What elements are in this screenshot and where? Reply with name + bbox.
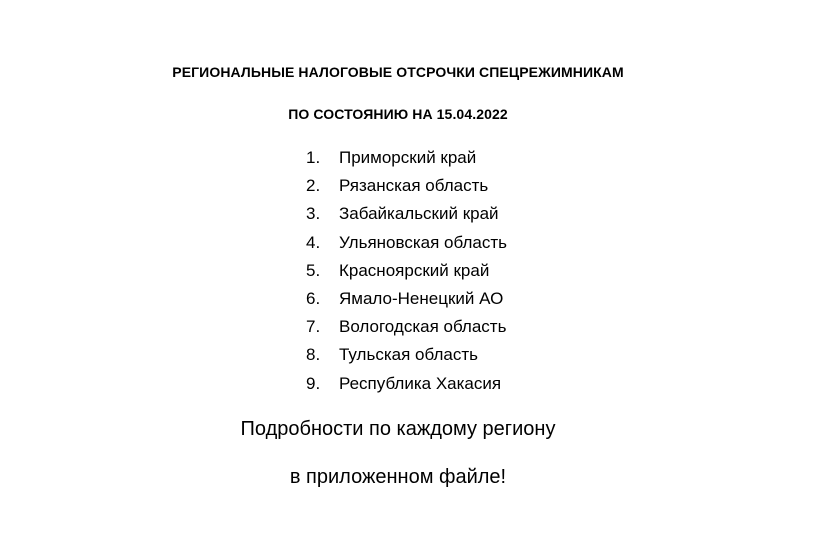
list-item xyxy=(306,372,507,400)
list-item-region: Рязанская область xyxy=(339,176,489,196)
list-item xyxy=(306,174,507,202)
list-item xyxy=(306,315,507,343)
list-item-number: 4. xyxy=(306,232,321,252)
list-item-region: Приморский край xyxy=(339,148,477,167)
footer-note-attachment: в приложенном файле! xyxy=(289,466,507,488)
list-item xyxy=(306,287,507,315)
list-item-number: 2. xyxy=(306,176,321,196)
list-item-number: 8. xyxy=(306,345,321,365)
list-item-number: 6. xyxy=(306,288,321,308)
list-item-region: Ямало-Ненецкий АО xyxy=(339,288,504,308)
list-item xyxy=(306,202,507,230)
document-subtitle-date: ПО СОСТОЯНИЮ НА 15.04.2022 xyxy=(288,106,508,122)
region-list xyxy=(306,146,507,400)
list-item-region: Забайкальский край xyxy=(339,204,499,224)
list-item-region: Тульская область xyxy=(339,345,478,365)
list-item-number: 1. xyxy=(306,148,321,167)
list-item xyxy=(306,343,507,371)
list-item xyxy=(306,259,507,287)
list-item-region: Ульяновская область xyxy=(339,232,507,252)
footer-note: Подробности по каждому региону xyxy=(240,418,556,440)
document-title: РЕГИОНАЛЬНЫЕ НАЛОГОВЫЕ ОТСРОЧКИ СПЕЦРЕЖИМНИКАМ xyxy=(172,64,624,80)
list-item-region: Красноярский край xyxy=(339,260,490,280)
list-item-number: 3. xyxy=(306,204,321,224)
list-item-region: Вологодская область xyxy=(339,317,507,337)
list-item xyxy=(306,231,507,259)
list-item-number: 5. xyxy=(306,260,321,280)
list-item xyxy=(306,146,507,174)
list-item-region: Республика Хакасия xyxy=(339,373,502,393)
list-item-number: 7. xyxy=(306,317,321,337)
list-item-number: 9. xyxy=(306,373,321,393)
